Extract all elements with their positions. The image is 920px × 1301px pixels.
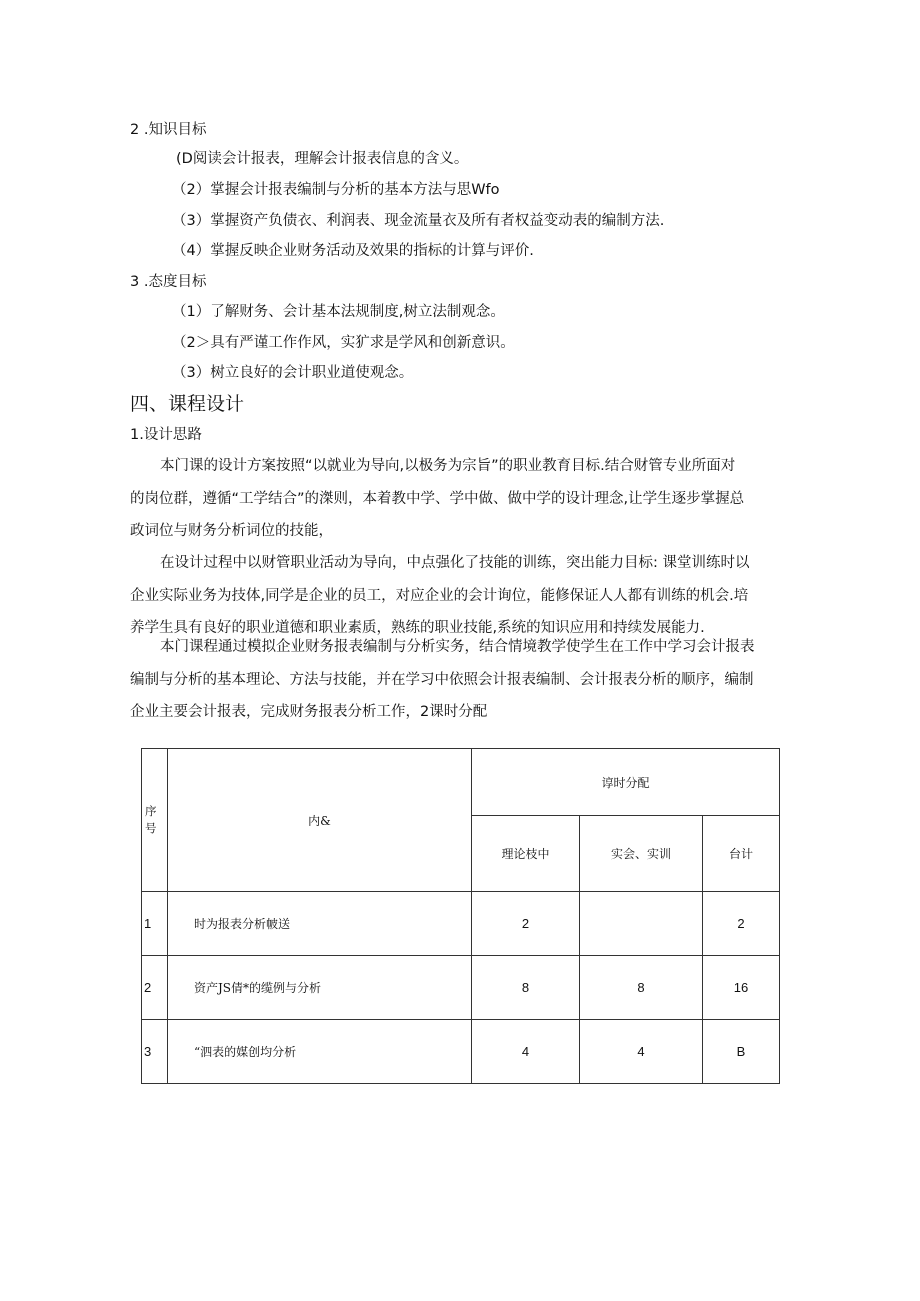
row-content: “泗表的媒创均分析 bbox=[168, 1020, 472, 1084]
row-seq: 1 bbox=[142, 892, 168, 956]
paragraph-line: 的岗位群，遵循“工学结合”的滐则，本着教中学、学中做、做中学的设计理念,让学生逐步掌握总 bbox=[130, 490, 745, 507]
paragraph-line: 企业主要会计报表，完成财务报表分析工作，2课时分配 bbox=[130, 704, 488, 720]
row-practice bbox=[580, 892, 703, 956]
knowledge-item: (D阅读会计报表，理解会计报表信息的含义。 bbox=[176, 151, 469, 167]
header-hours: 谆时分配 bbox=[472, 749, 780, 816]
attitude-item: （2＞具有严谨工作作风，实犷求是学风和创新意识。 bbox=[172, 335, 515, 351]
table-header-row bbox=[142, 749, 780, 816]
paragraph-line: 企业实际业务为技体,同学是企业的员工，对应企业的会计询位，能修保证人人都有训练的机会.培 bbox=[130, 587, 749, 604]
section-title: 四、课程设计 bbox=[130, 393, 245, 415]
hours-table bbox=[141, 748, 780, 1084]
header-seq: 序 号 bbox=[142, 749, 168, 892]
row-total: B bbox=[703, 1020, 780, 1084]
paragraph-line: 本门课的设计方案按照“以就业为导向,以极务为宗旨”的职业教育目标.结合财管专业所面对 bbox=[160, 458, 736, 474]
row-practice: 8 bbox=[580, 956, 703, 1020]
table-row bbox=[142, 892, 780, 956]
row-practice: 4 bbox=[580, 1020, 703, 1084]
knowledge-heading: 2 .知识目标 bbox=[130, 122, 207, 138]
paragraph-line: 在设计过程中以财管职业活动为导向，中点强化了技能的训练，突出能力目标: 课堂训练时以 bbox=[160, 555, 750, 571]
row-content: 时为报表分析帔送 bbox=[168, 892, 472, 956]
header-practice: 实会、实训 bbox=[580, 816, 703, 892]
attitude-heading: 3 .态度目标 bbox=[130, 274, 207, 290]
paragraph-1 bbox=[130, 450, 744, 548]
row-theory: 4 bbox=[472, 1020, 580, 1084]
header-theory: 理论枝中 bbox=[472, 816, 580, 892]
paragraph-line: 编制与分析的基本理论、方法与技能，并在学习中依照会计报表编制、会计报表分析的顺序，编制 bbox=[130, 671, 754, 688]
row-theory: 2 bbox=[472, 892, 580, 956]
table-row bbox=[142, 956, 780, 1020]
paragraph-line: 政词位与财务分析词位的技能， bbox=[130, 523, 333, 539]
knowledge-item: （2）掌握会计报表编制与分析的基本方法与思Wfo bbox=[172, 182, 500, 198]
header-content: 内& bbox=[168, 749, 472, 892]
subsection-title: 1.设计思路 bbox=[130, 427, 202, 443]
row-total: 16 bbox=[703, 956, 780, 1020]
table-row bbox=[142, 1020, 780, 1084]
row-seq: 3 bbox=[142, 1020, 168, 1084]
paragraph-3 bbox=[130, 631, 755, 729]
header-total: 台计 bbox=[703, 816, 780, 892]
knowledge-item: （3）掌握资产负债衣、利润表、现金流量衣及所有者权益变动表的编制方法. bbox=[172, 213, 665, 229]
paragraph-line: 本门课程通过模拟企业财务报表编制与分析实务，结合情境教学使学生在工作中学习会计报表 bbox=[160, 639, 755, 655]
knowledge-item: （4）掌握反映企业财务活动及效果的指标的计算与评价. bbox=[172, 243, 534, 259]
row-total: 2 bbox=[703, 892, 780, 956]
attitude-item: （1）了解财务、会计基本法规制度,树立法制观念。 bbox=[172, 304, 505, 320]
attitude-item: （3）树立良好的会计职业道使观念。 bbox=[172, 365, 414, 381]
paragraph-2 bbox=[130, 547, 750, 645]
row-seq: 2 bbox=[142, 956, 168, 1020]
paragraph-line: 养学生具有良好的职业道德和职业素质，熟练的职业技能,系统的知识应用和持续发展能力. bbox=[130, 620, 705, 636]
row-content: 资产JS倩*的缆例与分析 bbox=[168, 956, 472, 1020]
row-theory: 8 bbox=[472, 956, 580, 1020]
